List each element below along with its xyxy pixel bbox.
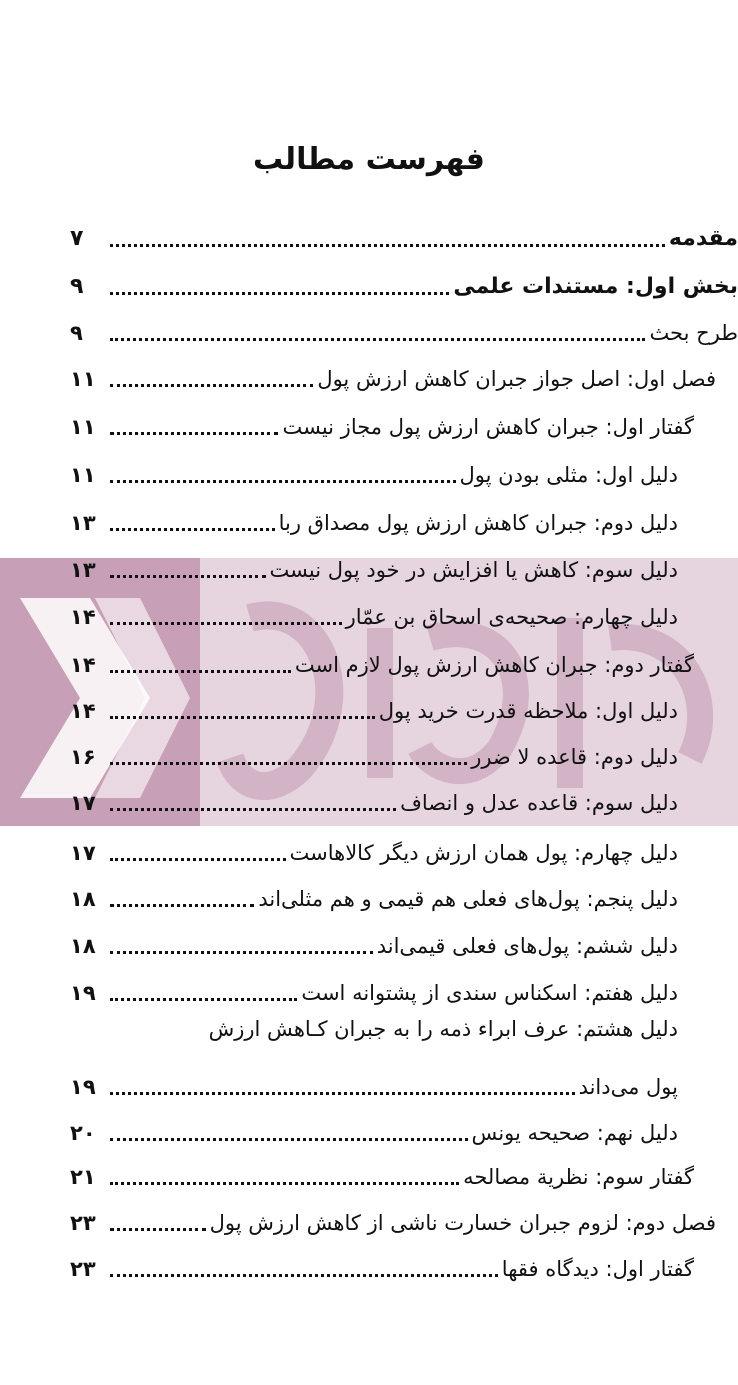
toc-entry <box>70 354 738 394</box>
toc-entry <box>70 214 738 254</box>
toc-entry-page: ۷ <box>70 226 84 251</box>
dot-leader <box>110 808 396 811</box>
toc-entry-label: گفتار دوم: جبران کاهش ارزش پول لازم است <box>294 653 694 677</box>
toc-entry-label: دلیل هفتم: اسکناس سندی از پشتوانه است <box>301 981 678 1005</box>
toc-entry-page: ۱۸ <box>70 934 96 958</box>
dot-leader <box>110 716 375 719</box>
toc-entry-page: ۱۳ <box>70 511 96 535</box>
toc-entry-label: فصل دوم: لزوم جبران خسارت ناشی از کاهش ارزش پول <box>209 1211 716 1235</box>
toc-entry-page: ۲۳ <box>70 1257 96 1281</box>
toc-entry <box>70 874 738 914</box>
toc-entry-label: مقدمه <box>668 226 738 251</box>
toc-entry-label: دلیل دوم: جبران کاهش ارزش پول مصداق ربا <box>278 511 678 535</box>
toc-entry <box>70 828 738 868</box>
toc-entry-label: گفتار اول: جبران کاهش ارزش پول مجاز نیست <box>282 415 694 439</box>
toc-entry-label: دلیل اول: مثلی بودن پول <box>459 463 678 487</box>
toc-entry <box>70 402 738 442</box>
toc-entry-page: ۱۴ <box>70 653 96 677</box>
toc-entry-page: ۹ <box>70 274 84 299</box>
toc-entry-page: ۱۷ <box>70 791 96 815</box>
toc-entry <box>70 1108 738 1148</box>
toc-entry-page: ۱۸ <box>70 887 96 911</box>
toc-entry-label: گفتار اول: دیدگاه فقها <box>501 1257 694 1281</box>
dot-leader <box>110 998 297 1001</box>
toc-entry-label: دلیل دوم: قاعده لا ضرر <box>471 745 678 769</box>
toc-entry-label: گفتار سوم: نظریة مصالحه <box>463 1165 694 1189</box>
toc-entry-label: دلیل سوم: کاهش یا افزایش در خود پول نیست <box>269 558 678 582</box>
toc-entry-page: ۲۰ <box>70 1121 96 1145</box>
toc-entry <box>70 450 738 490</box>
dot-leader <box>110 1182 459 1185</box>
toc-entry <box>70 592 738 632</box>
dot-leader <box>110 575 266 578</box>
toc-entry <box>70 1062 738 1102</box>
toc-entry <box>70 778 738 818</box>
toc-entry-page: ۱۱ <box>70 367 96 391</box>
toc-entry-label: دلیل اول: ملاحظه قدرت خرید پول <box>378 699 678 723</box>
toc-entry <box>70 498 738 538</box>
toc-entry-page: ۱۹ <box>70 981 96 1005</box>
toc-entry-label: بخش اول: مستندات علمی <box>453 274 738 299</box>
dot-leader <box>110 762 467 765</box>
toc-entry-label: پول می‌داند <box>578 1075 678 1099</box>
dot-leader <box>110 670 291 673</box>
toc-entry-page: ۱۴ <box>70 605 96 629</box>
page-title: فهرست مطالب <box>253 142 485 177</box>
toc-entry <box>70 545 738 585</box>
toc-entry-label: دلیل چهارم: پول همان ارزش دیگر کالاهاست <box>289 841 678 865</box>
toc-entry <box>70 1244 738 1284</box>
toc-entry-continued: دلیل هشتم: عرف ابراء ذمه را به جبران کـاهش ارزش <box>208 1017 678 1041</box>
dot-leader <box>110 1228 206 1231</box>
dot-leader <box>110 1138 468 1141</box>
toc-entry-page: ۱۹ <box>70 1075 96 1099</box>
toc-entry-label: دلیل ششم: پول‌های فعلی قیمی‌اند <box>376 934 678 958</box>
dot-leader <box>110 432 278 435</box>
dot-leader <box>110 384 313 387</box>
toc-entry-page: ۹ <box>70 321 83 345</box>
toc-entry-page: ۱۳ <box>70 558 96 582</box>
toc-entry <box>70 262 738 302</box>
toc-entry-page: ۱۶ <box>70 745 96 769</box>
toc-entry-page: ۱۱ <box>70 415 96 439</box>
toc-entry <box>70 921 738 961</box>
dot-leader <box>110 858 286 861</box>
toc-entry-label: فصل اول: اصل جواز جبران کاهش ارزش پول <box>317 367 716 391</box>
toc-entry <box>70 686 738 726</box>
dot-leader <box>110 1092 575 1095</box>
toc-entry <box>70 1198 738 1238</box>
toc-entry-label: دلیل سوم: قاعده عدل و انصاف <box>400 791 678 815</box>
toc-entry <box>70 1152 738 1192</box>
toc-entry-label: دلیل پنجم: پول‌های فعلی هم قیمی و هم مثلی‌اند <box>258 887 678 911</box>
toc-entry <box>70 968 738 1008</box>
toc-entry <box>70 640 738 680</box>
dot-leader <box>110 622 342 625</box>
dot-leader <box>110 338 645 341</box>
dot-leader <box>110 951 373 954</box>
dot-leader <box>110 292 449 295</box>
toc-entry-page: ۱۴ <box>70 699 96 723</box>
toc-entry-page: ۲۳ <box>70 1211 96 1235</box>
toc-entry-label: دلیل نهم: صحیحه یونس <box>471 1121 678 1145</box>
toc-entry <box>70 732 738 772</box>
toc-entry <box>70 308 738 348</box>
dot-leader <box>110 904 254 907</box>
toc-entry-label: دلیل چهارم: صحیحه‌ی اسحاق بن عمّار <box>345 605 678 629</box>
toc-entry-page: ۱۱ <box>70 463 96 487</box>
toc-entry-page: ۲۱ <box>70 1165 96 1189</box>
toc-entry-label: طرح بحث <box>649 321 738 345</box>
dot-leader <box>110 480 456 483</box>
dot-leader <box>110 528 275 531</box>
dot-leader <box>110 1274 498 1277</box>
toc-entry-page: ۱۷ <box>70 841 96 865</box>
dot-leader <box>110 244 665 247</box>
